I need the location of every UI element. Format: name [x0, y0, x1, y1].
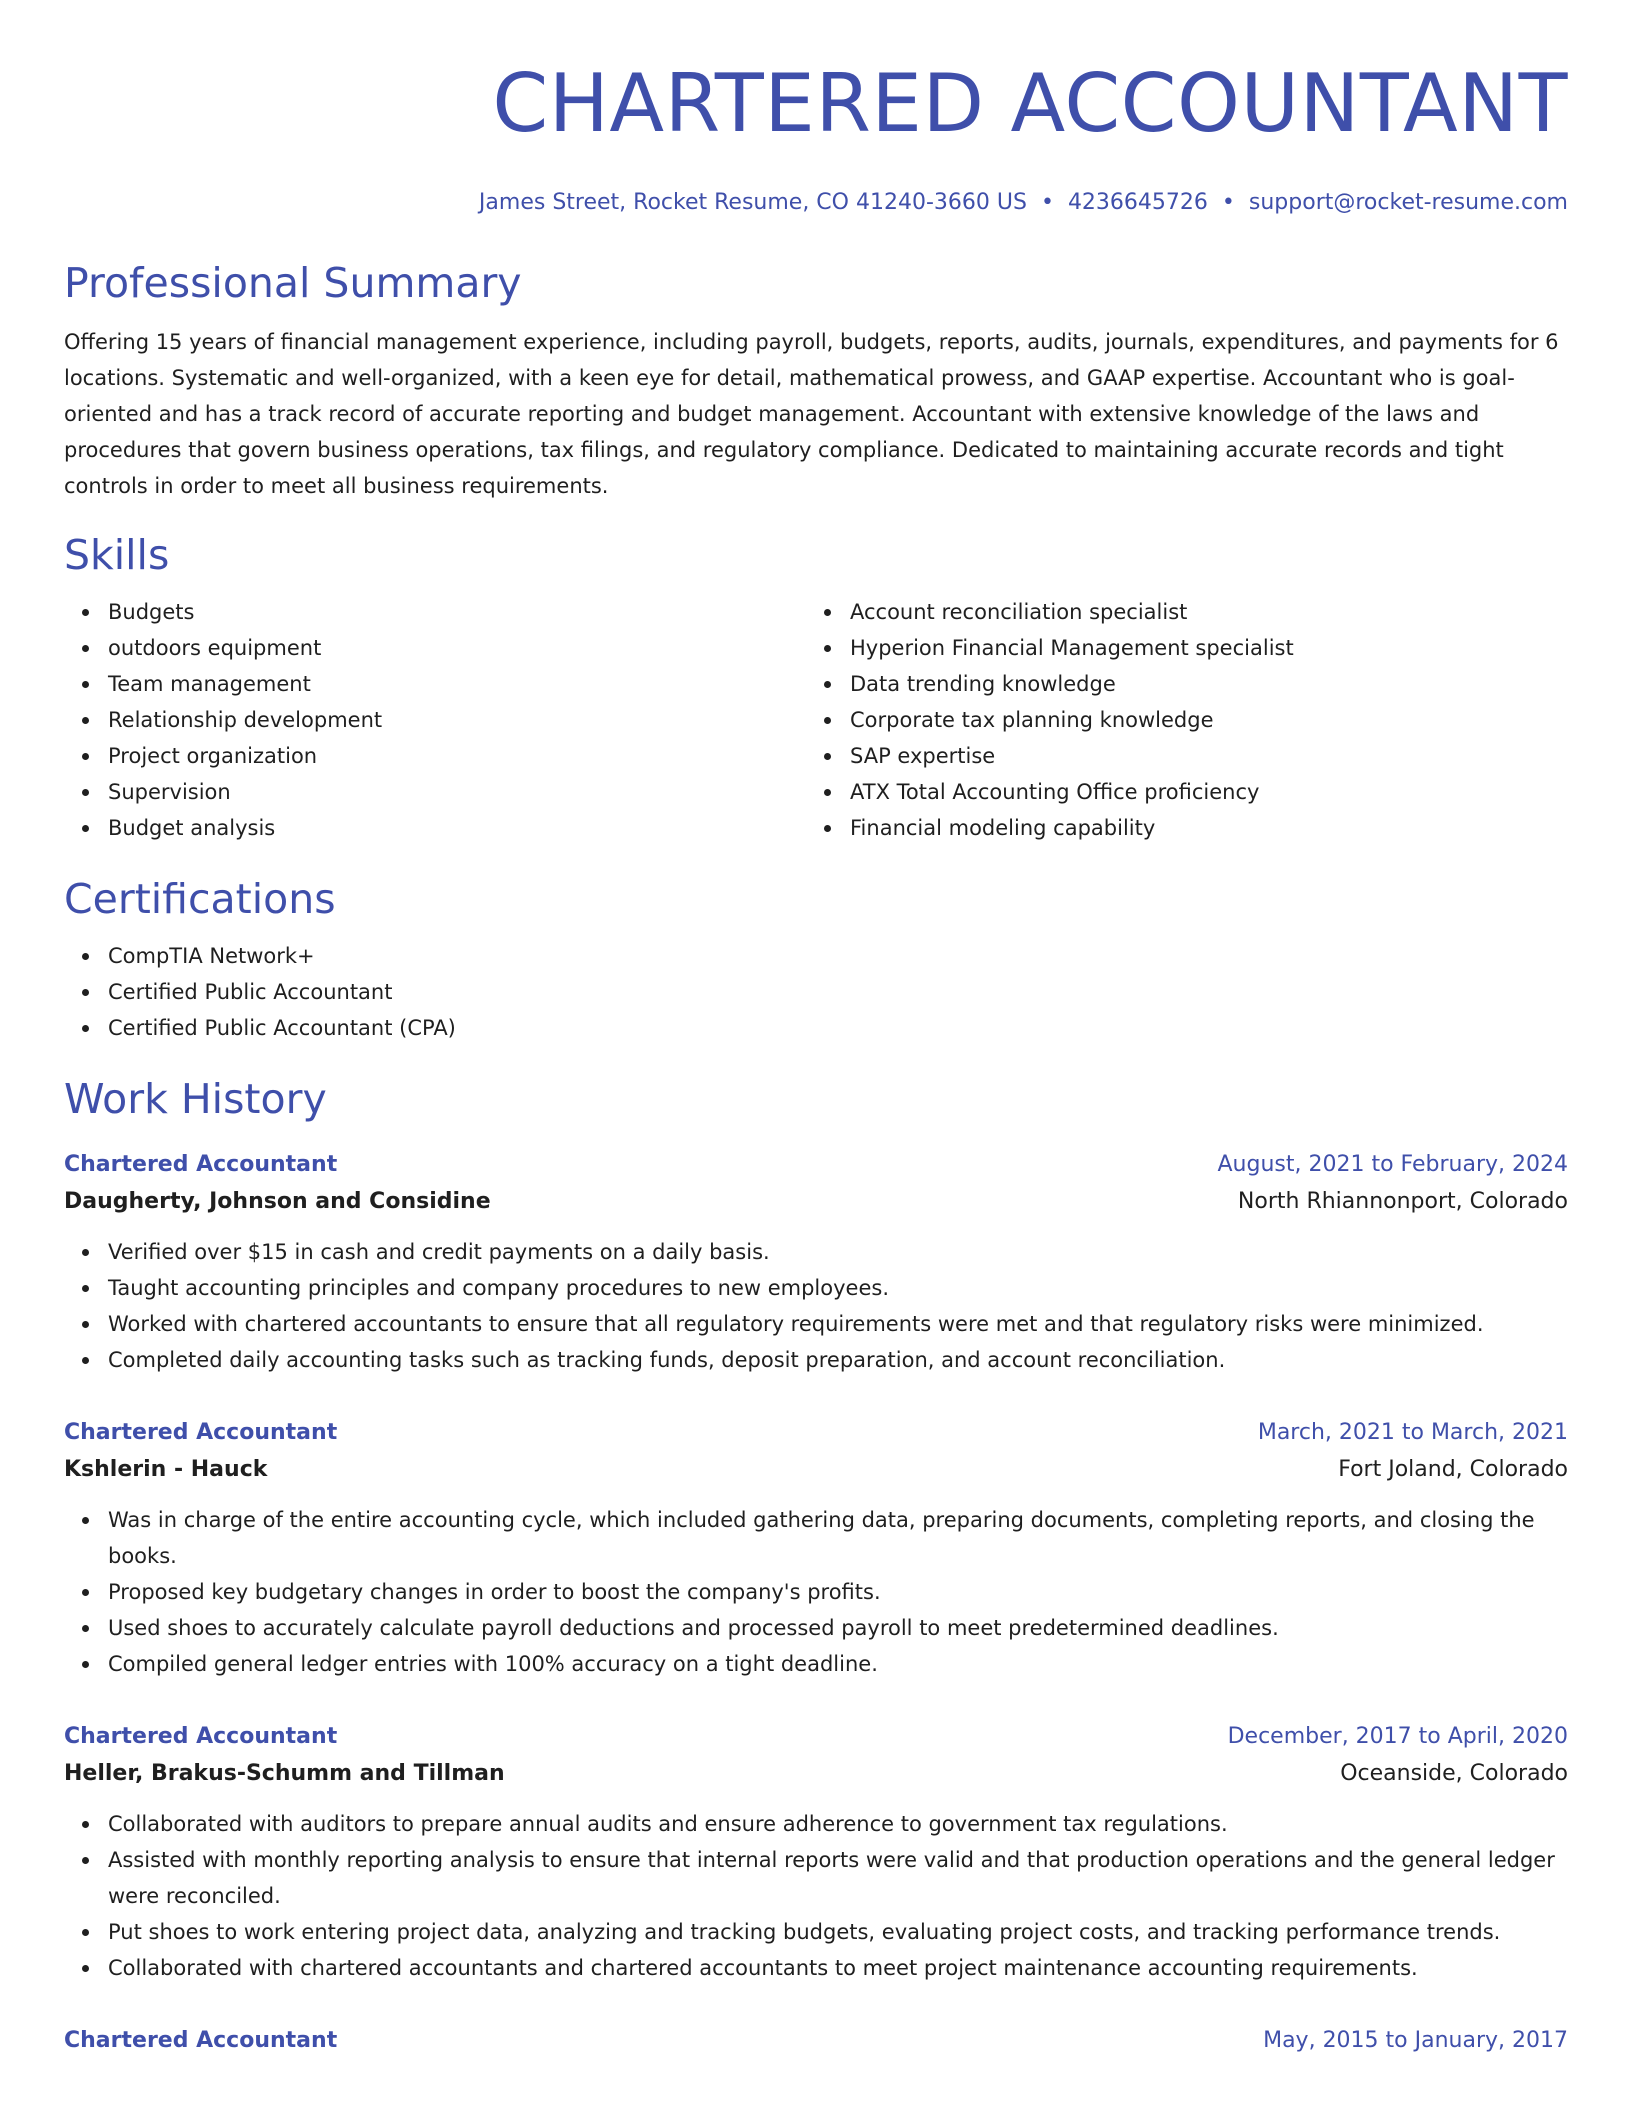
list-item: Certified Public Accountant — [108, 974, 1568, 1010]
list-item: Certified Public Accountant (CPA) — [108, 1010, 1568, 1046]
job-title: Chartered Accountant — [64, 1152, 338, 1177]
contact-address: James Street, Rocket Resume, CO 41240-3660 US — [478, 190, 1027, 215]
job-title: Chartered Accountant — [64, 1420, 338, 1445]
job-company: Kshlerin - Hauck — [64, 1457, 268, 1482]
contact-email[interactable]: support@rocket-resume.com — [1248, 190, 1568, 215]
list-item: Assisted with monthly reporting analysis to ensure that internal reports were valid and that production operations and the general ledger were reconciled. — [108, 1842, 1568, 1914]
list-item: Data trending knowledge — [850, 666, 1548, 702]
work-history-heading: Work History — [64, 1075, 327, 1123]
list-item: Compiled general ledger entries with 100% accuracy on a tight deadline. — [108, 1646, 1568, 1682]
job-bullets — [64, 1234, 1568, 1378]
list-item: SAP expertise — [850, 738, 1548, 774]
list-item: Verified over $15 in cash and credit payments on a daily basis. — [108, 1234, 1568, 1270]
skills-grid — [64, 594, 1568, 846]
list-item: Relationship development — [108, 702, 806, 738]
list-item: Financial modeling capability — [850, 810, 1548, 846]
job-company: Daugherty, Johnson and Considine — [64, 1189, 491, 1214]
list-item: Proposed key budgetary changes in order to boost the company's profits. — [108, 1574, 1568, 1610]
resume-page — [64, 0, 1568, 2112]
skills-left-list — [64, 594, 806, 846]
job-entry — [64, 2024, 1568, 2058]
job-title: Chartered Accountant — [64, 1724, 338, 1749]
job-location: North Rhiannonport, Colorado — [1237, 1189, 1568, 1214]
job-bullets — [64, 1806, 1568, 1986]
certifications-list — [64, 938, 1568, 1046]
job-dates: August, 2021 to February, 2024 — [1217, 1152, 1568, 1177]
list-item: CompTIA Network+ — [108, 938, 1568, 974]
list-item: outdoors equipment — [108, 630, 806, 666]
list-item: Taught accounting principles and company procedures to new employees. — [108, 1270, 1568, 1306]
skills-section — [64, 530, 1568, 846]
resume-name: CHARTERED ACCOUNTANT — [492, 57, 1568, 150]
skills-right-list — [806, 594, 1548, 846]
contact-separator: • — [1221, 190, 1235, 215]
list-item: Corporate tax planning knowledge — [850, 702, 1548, 738]
list-item: Team management — [108, 666, 806, 702]
job-entry — [64, 1720, 1568, 1986]
job-dates: May, 2015 to January, 2017 — [1263, 2028, 1568, 2053]
job-dates: March, 2021 to March, 2021 — [1257, 1420, 1568, 1445]
list-item: Collaborated with auditors to prepare annual audits and ensure adherence to government tax regulations. — [108, 1806, 1568, 1842]
job-location: Oceanside, Colorado — [1340, 1761, 1568, 1786]
skills-heading: Skills — [64, 531, 170, 579]
list-item: Hyperion Financial Management specialist — [850, 630, 1548, 666]
list-item: Budget analysis — [108, 810, 806, 846]
list-item: Used shoes to accurately calculate payroll deductions and processed payroll to meet predetermined deadlines. — [108, 1610, 1568, 1646]
contact-line — [64, 188, 1568, 218]
list-item: Budgets — [108, 594, 806, 630]
job-entry — [64, 1416, 1568, 1682]
list-item: ATX Total Accounting Office proficiency — [850, 774, 1548, 810]
list-item: Put shoes to work entering project data, analyzing and tracking budgets, evaluating project costs, and tracking performance trends. — [108, 1914, 1568, 1950]
list-item: Supervision — [108, 774, 806, 810]
work-history-section — [64, 1074, 1568, 2058]
list-item: Worked with chartered accountants to ensure that all regulatory requirements were met and that regulatory risks were minimized. — [108, 1306, 1568, 1342]
job-dates: December, 2017 to April, 2020 — [1227, 1724, 1568, 1749]
list-item: Project organization — [108, 738, 806, 774]
certifications-heading: Certifications — [64, 875, 336, 923]
contact-separator: • — [1040, 190, 1054, 215]
job-bullets — [64, 1502, 1568, 1682]
list-item: Account reconciliation specialist — [850, 594, 1548, 630]
contact-phone: 4236645726 — [1067, 190, 1208, 215]
summary-section — [64, 258, 1568, 504]
job-company: Heller, Brakus-Schumm and Tillman — [64, 1761, 505, 1786]
job-entry — [64, 1148, 1568, 1378]
summary-heading: Professional Summary — [64, 259, 522, 307]
summary-text: Offering 15 years of financial management experience, including payroll, budgets, reports, audits, journals, expenditures, and payments for 6 locations. Systematic and well-organized, with a keen eye for detail, mathematical prowess, and GAAP expertise. Accountant who is goal-oriented and has a track record of accurate reporting and budget management. Accountant with extensive knowledge of the laws and procedures that govern business operations, tax filings, and regulatory compliance. Dedicated to maintaining accurate records and tight controls in order to meet all business requirements. — [64, 330, 1559, 498]
certifications-section — [64, 874, 1568, 1046]
job-location: Fort Joland, Colorado — [1338, 1457, 1568, 1482]
list-item: Was in charge of the entire accounting cycle, which included gathering data, preparing documents, completing reports, and closing the books. — [108, 1502, 1568, 1574]
job-title: Chartered Accountant — [64, 2028, 338, 2053]
list-item: Collaborated with chartered accountants and chartered accountants to meet project maintenance accounting requirements. — [108, 1950, 1568, 1986]
list-item: Completed daily accounting tasks such as tracking funds, deposit preparation, and account reconciliation. — [108, 1342, 1568, 1378]
